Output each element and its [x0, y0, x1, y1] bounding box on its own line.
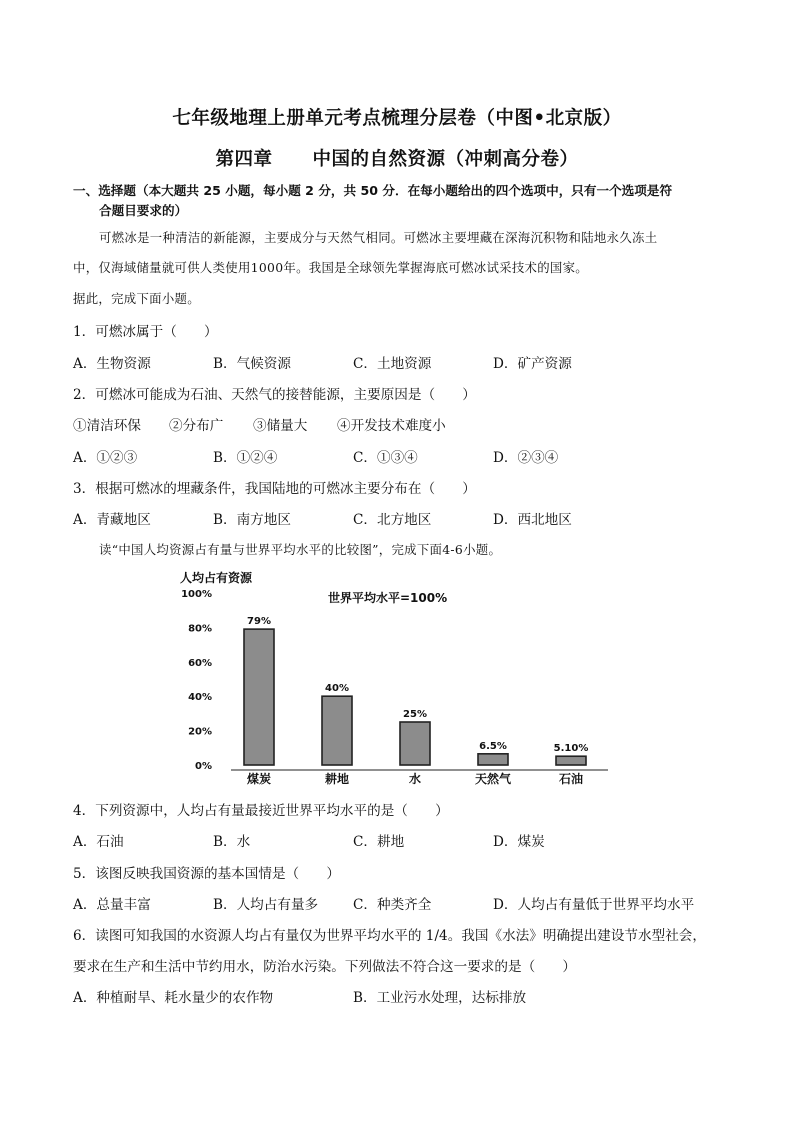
option[interactable]: B．①②④ [213, 450, 278, 466]
bar-煤炭 [244, 629, 274, 765]
option[interactable]: A．石油 [73, 834, 124, 850]
option[interactable]: C．耕地 [353, 834, 405, 850]
option[interactable]: D．矿产资源 [493, 356, 572, 372]
question-3-stem: 3．根据可燃冰的埋藏条件，我国陆地的可燃冰主要分布在（ ） [73, 481, 476, 497]
option[interactable]: D．人均占有量低于世界平均水平 [493, 897, 695, 913]
bar-value-label: 6.5% [479, 740, 507, 752]
y-tick-label: 0% [195, 761, 212, 772]
y-tick-label: 100% [181, 589, 212, 600]
option[interactable]: A．生物资源 [73, 356, 151, 372]
option[interactable]: D．②③④ [493, 450, 559, 466]
bar-石油 [556, 756, 586, 765]
chapter-number: 第四章 [215, 149, 273, 170]
bar-天然气 [478, 754, 508, 765]
question-1-stem: 1．可燃冰属于（ ） [73, 324, 218, 340]
choice-item: ①清洁环保 [73, 418, 141, 434]
option[interactable]: C．①③④ [353, 450, 418, 466]
option[interactable]: B．工业污水处理，达标排放 [353, 990, 527, 1006]
option[interactable]: B．人均占有量多 [213, 897, 319, 913]
chart-intro: 读“中国人均资源占有量与世界平均水平的比较图”，完成下面4-6小题。 [99, 542, 502, 557]
option[interactable]: A．总量丰富 [73, 897, 151, 913]
choice-item: ②分布广 [169, 418, 224, 434]
option[interactable]: B．南方地区 [213, 512, 291, 528]
choice-item: ③储量大 [253, 418, 308, 434]
y-tick-label: 60% [188, 657, 212, 669]
question-6-stem-cont: 要求在生产和生活中节约用水，防治水污染。下列做法不符合这一要求的是（ ） [73, 959, 576, 975]
option[interactable]: D．西北地区 [493, 512, 572, 528]
option[interactable]: B．气候资源 [213, 356, 291, 372]
resource-bar-chart [178, 567, 618, 789]
passage-line: 据此，完成下面小题。 [73, 291, 200, 306]
x-category-label: 煤炭 [246, 772, 272, 786]
x-category-label: 天然气 [474, 772, 512, 786]
option[interactable]: D．煤炭 [493, 834, 545, 850]
chapter-title: 中国的自然资源（冲刺高分卷） [312, 149, 579, 170]
passage-line: 可燃冰是一种清洁的新能源，主要成分与天然气相同。可燃冰主要埋藏在深海沉积物和陆地永久冻土 [99, 230, 658, 245]
section-instruction-cont: 合题目要求的） [99, 203, 188, 218]
bar-value-label: 79% [247, 616, 271, 628]
option[interactable]: C．种类齐全 [353, 897, 432, 913]
x-category-label: 耕地 [324, 772, 350, 786]
x-category-label: 石油 [558, 772, 584, 786]
chart-title: 世界平均水平=100% [328, 591, 448, 605]
bar-耕地 [322, 696, 352, 765]
option[interactable]: A．①②③ [73, 450, 138, 466]
question-2-stem: 2．可燃冰可能成为石油、天然气的接替能源，主要原因是（ ） [73, 387, 476, 403]
chart-y-label: 人均占有资源 [180, 571, 253, 585]
option[interactable]: B．水 [213, 834, 251, 850]
choice-item: ④开发技术难度小 [337, 418, 446, 434]
y-tick-label: 40% [188, 692, 212, 704]
question-5-stem: 5．该图反映我国资源的基本国情是（ ） [73, 866, 340, 882]
section-instruction: 一、选择题（本大题共 25 小题，每小题 2 分，共 50 分．在每小题给出的四个选项中，只有一个选项是符 [73, 183, 673, 198]
x-category-label: 水 [408, 772, 422, 786]
y-tick-label: 80% [188, 623, 212, 635]
passage-line: 中，仅海域储量就可供人类使用1000年。我国是全球领先掌握海底可燃冰试采技术的国家。 [73, 260, 588, 275]
option[interactable]: C．土地资源 [353, 356, 432, 372]
bar-value-label: 25% [403, 709, 427, 720]
chapter-heading [0, 145, 794, 171]
bar-水 [400, 722, 430, 765]
option[interactable]: A．青藏地区 [73, 512, 151, 528]
bar-value-label: 5.10% [553, 743, 589, 755]
bar-value-label: 40% [325, 683, 349, 695]
option[interactable]: C．北方地区 [353, 512, 432, 528]
y-tick-label: 20% [188, 726, 212, 738]
question-6-stem: 6．读图可知我国的水资源人均占有量仅为世界平均水平的 1/4。我国《水法》明确提出建设节水型社会， [73, 928, 706, 944]
option[interactable]: A．种植耐旱、耗水量少的农作物 [73, 990, 274, 1006]
paper-title: 七年级地理上册单元考点梳理分层卷（中图•北京版） [172, 108, 622, 129]
question-4-stem: 4．下列资源中，人均占有量最接近世界平均水平的是（ ） [73, 803, 449, 819]
